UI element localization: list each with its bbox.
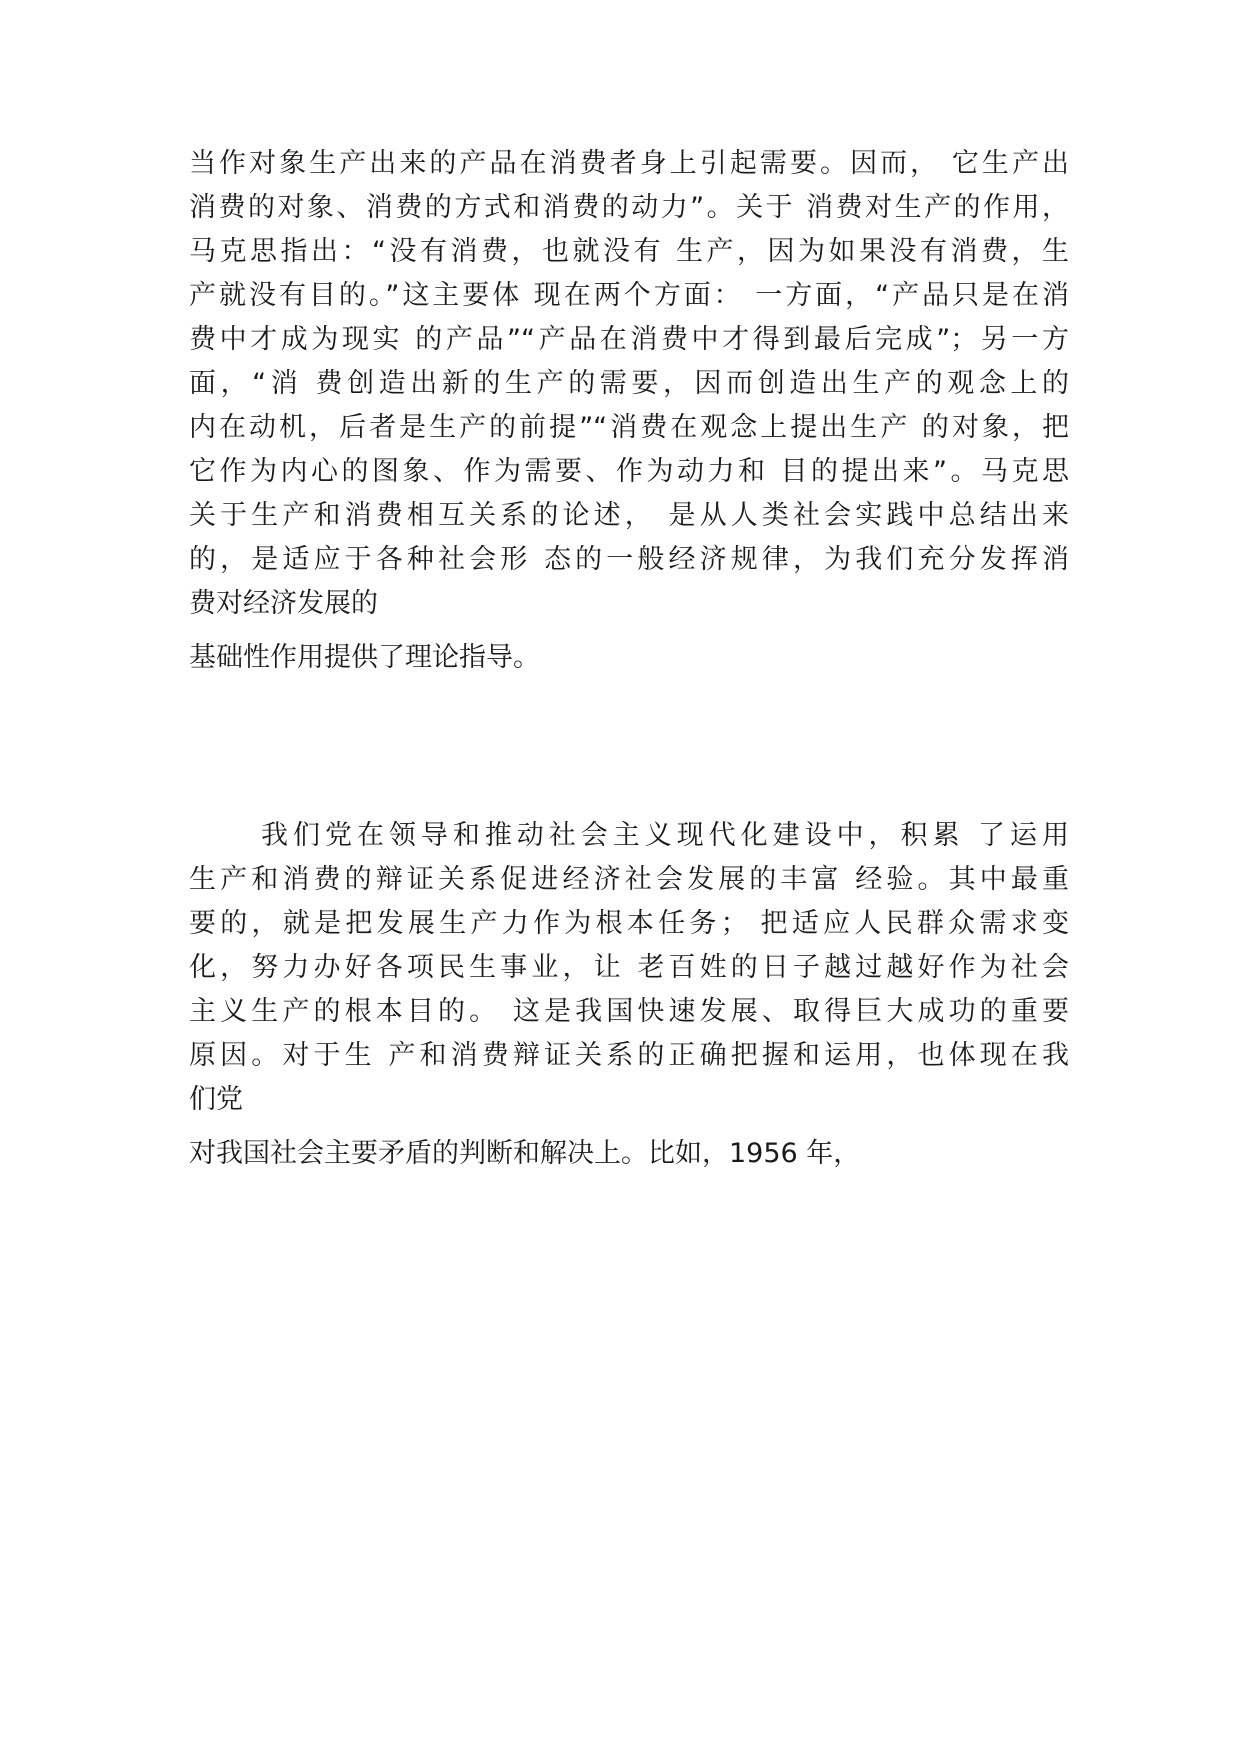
text-line: 费对经济发展的	[189, 588, 378, 619]
text-line: 的，是适应于各种社会形 态的一般经济规律，为我们充分发挥消	[189, 544, 1069, 575]
text-line: 关于生产和消费相互关系的论述， 是从人类社会实践中总结出来	[189, 500, 1069, 531]
text-line: 它作为内心的图象、作为需要、作为动力和 目的提出来”。马克思	[189, 456, 1069, 487]
text-line: 当作对象生产出来的产品在消费者身上引起需要。因而， 它生产出	[189, 148, 1069, 179]
text-line: 面，“消 费创造出新的生产的需要，因而创造出生产的观念上的	[189, 368, 1069, 399]
paragraph-1-continuation: 基础性作用提供了理论指导。	[189, 642, 540, 673]
text-line: 产就没有目的。”这主要体 现在两个方面： 一方面，“产品只是在消	[189, 280, 1069, 311]
text-line: 们党	[189, 1084, 243, 1115]
text-line: 消费的对象、消费的方式和消费的动力”。关于 消费对生产的作用，	[189, 192, 1069, 223]
text-line: 马克思指出：“没有消费，也就没有 生产，因为如果没有消费，生	[189, 236, 1069, 267]
paragraph-2-continuation: 对我国社会主要矛盾的判断和解决上。比如，1956 年，	[189, 1138, 861, 1169]
text-line: 化，努力办好各项民生事业，让 老百姓的日子越过越好作为社会	[189, 952, 1069, 983]
text-line: 原因。对于生 产和消费辩证关系的正确把握和运用，也体现在我	[189, 1040, 1069, 1071]
text-line: 生产和消费的辩证关系促进经济社会发展的丰富 经验。其中最重	[189, 864, 1069, 895]
text-line: 主义生产的根本目的。 这是我国快速发展、取得巨大成功的重要	[189, 996, 1069, 1027]
text-line: 内在动机，后者是生产的前提”“消费在观念上提出生产 的对象，把	[189, 412, 1069, 443]
text-line: 我们党在领导和推动社会主义现代化建设中，积累 了运用	[261, 820, 1069, 851]
text-line: 要的，就是把发展生产力作为根本任务； 把适应人民群众需求变	[189, 908, 1069, 939]
text-line: 费中才成为现实 的产品”“产品在消费中才得到最后完成”；另一方	[189, 324, 1069, 355]
